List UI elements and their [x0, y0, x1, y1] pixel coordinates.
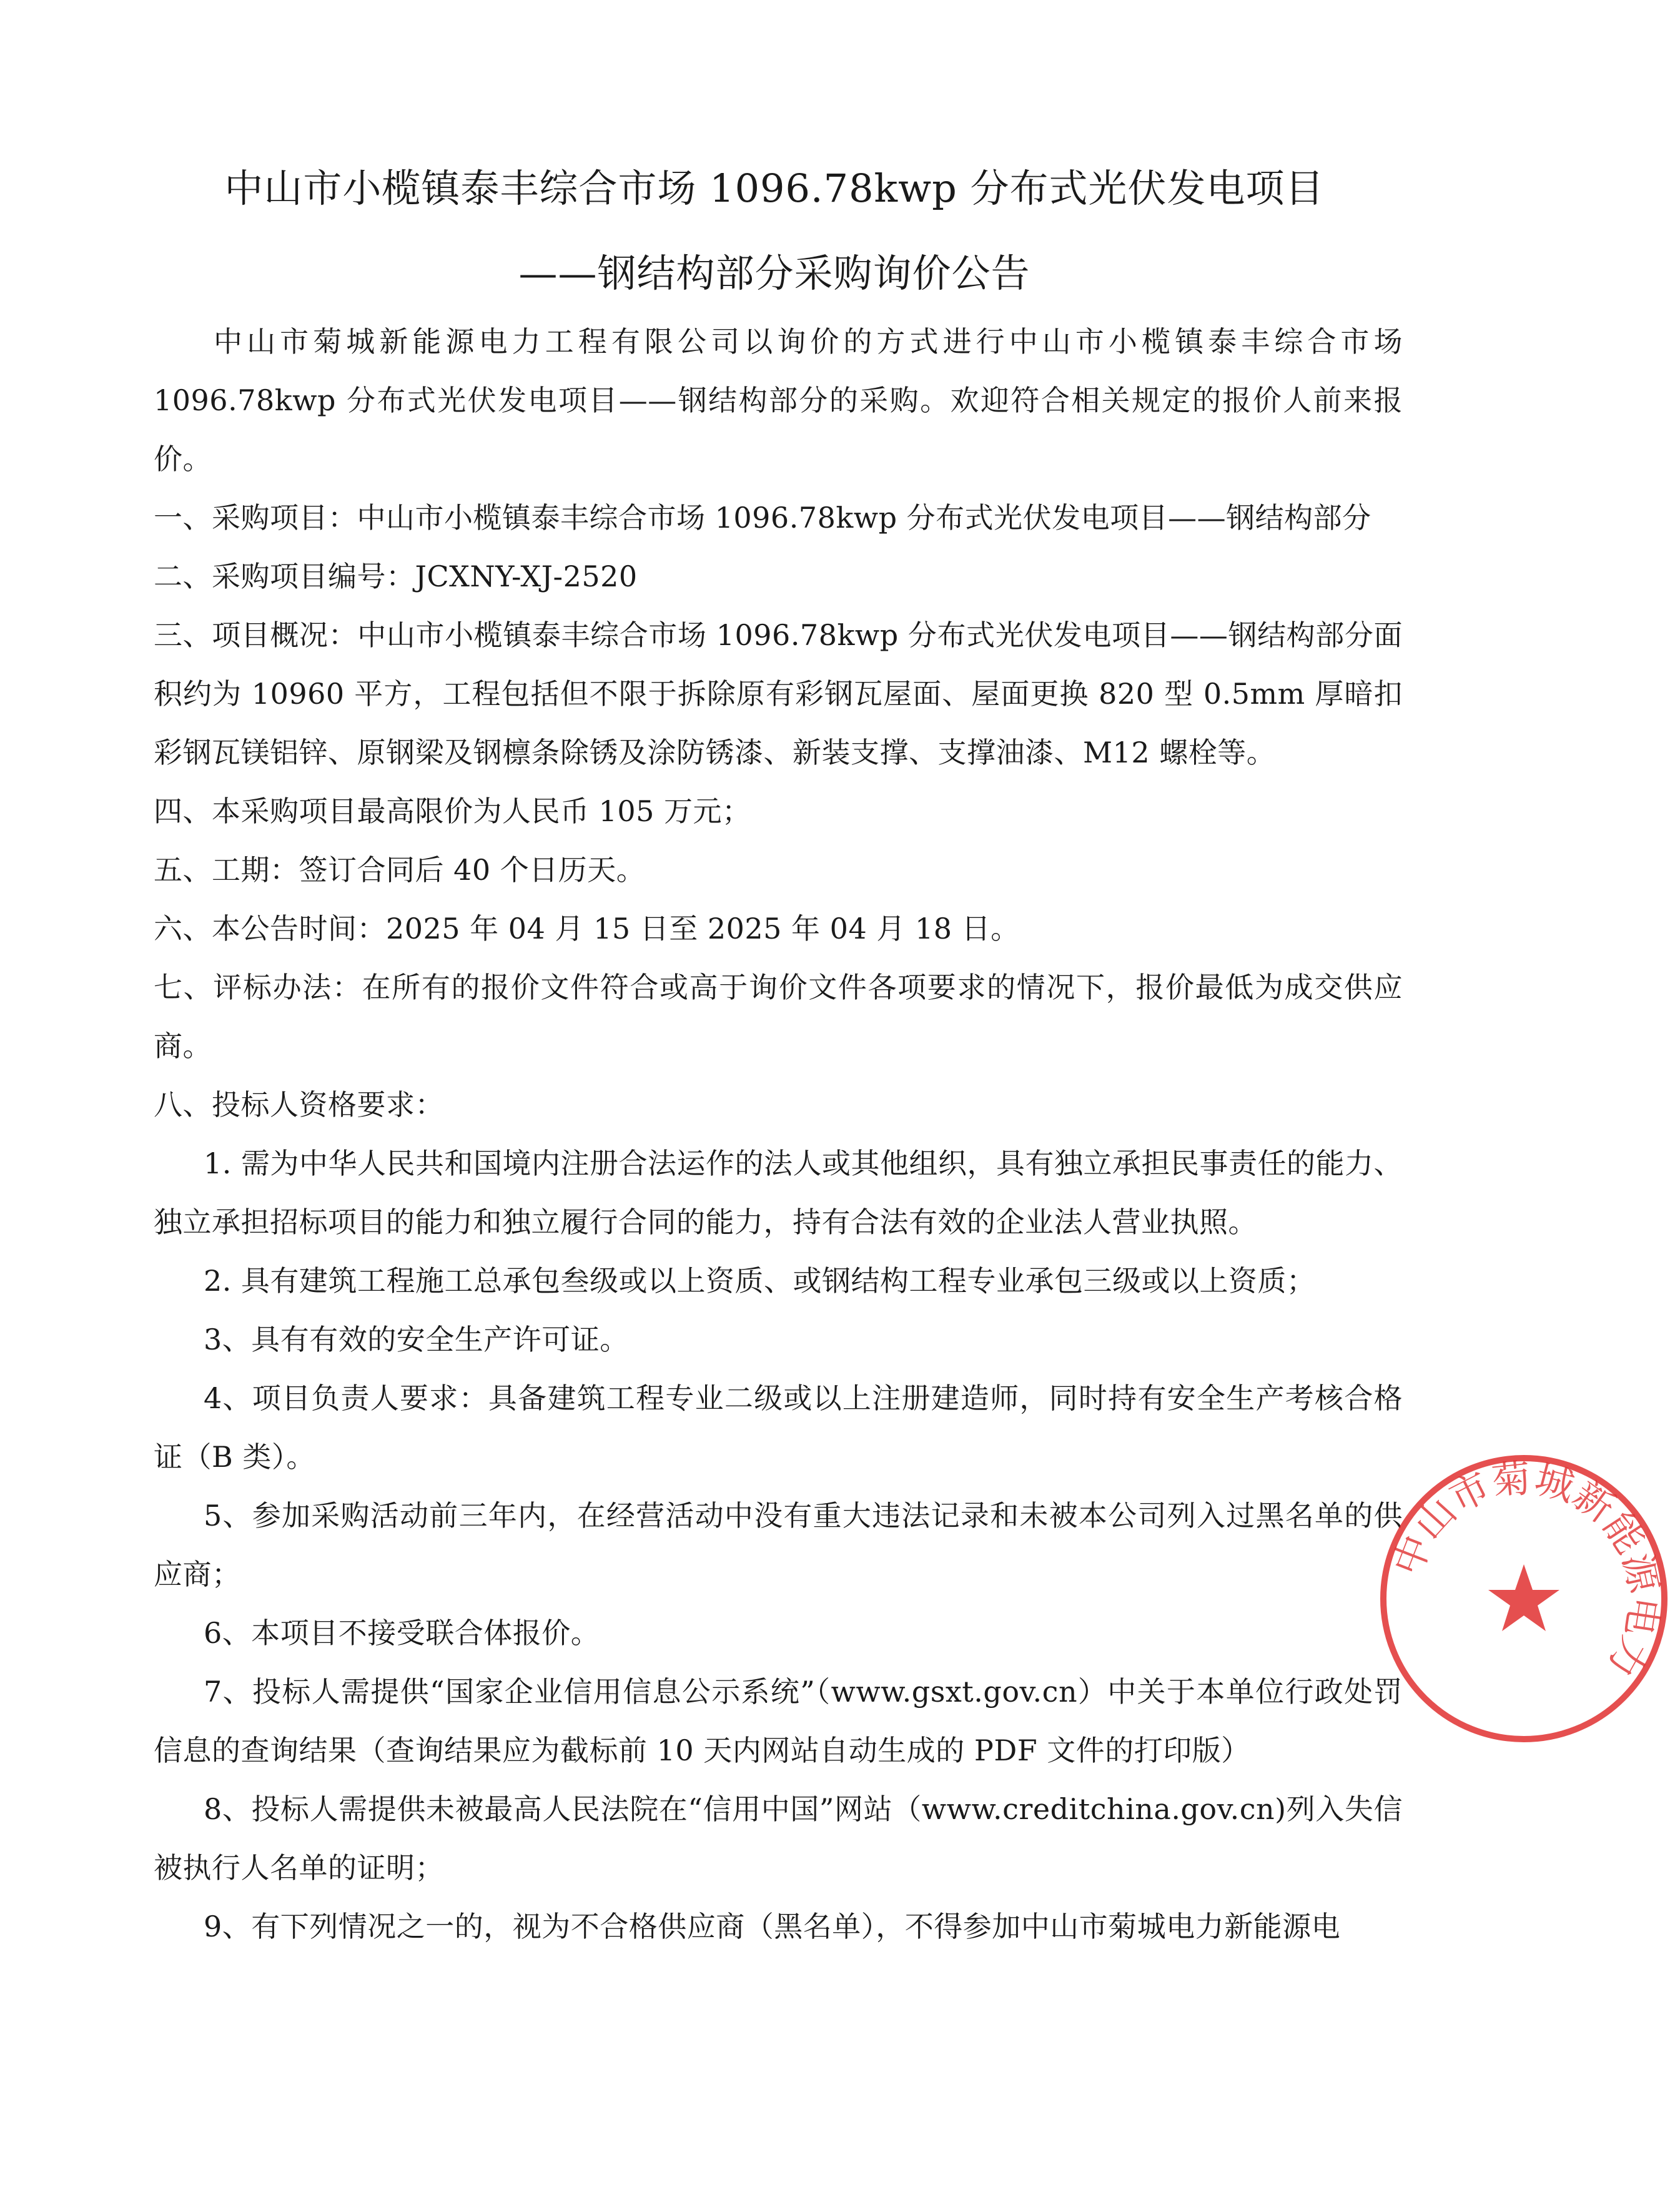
requirement-item: 3、具有有效的安全生产许可证。: [204, 1323, 629, 1356]
requirement-item: 6、本项目不接受联合体报价。: [204, 1616, 600, 1650]
requirement-item: 9、有下列情况之一的，视为不合格供应商（黑名单），不得参加中山市菊城电力新能源电: [204, 1910, 1341, 1943]
section-1-procurement-item: 一、采购项目：中山市小榄镇泰丰综合市场 1096.78kwp 分布式光伏发电项目——钢结构部分: [154, 501, 1371, 535]
section-4-price-cap: 四、本采购项目最高限价为人民币 105 万元；: [154, 794, 751, 828]
seal-arc-textpath: 中山市菊城新能源电力: [1384, 1455, 1668, 1686]
section-5-duration: 五、工期：签订合同后 40 个日历天。: [154, 853, 646, 887]
requirement-item: 5、参加采购活动前三年内，在经营活动中没有重大违法记录和未被本公司列入过黑名单的供应商；: [154, 1499, 1403, 1591]
seal-star-icon: [1488, 1564, 1559, 1631]
requirement-item: 4、项目负责人要求：具备建筑工程专业二级或以上注册建造师，同时持有安全生产考核合格证（B 类）。: [154, 1381, 1403, 1474]
requirement-item: 2. 具有建筑工程施工总承包叁级或以上资质、或钢结构工程专业承包三级或以上资质；: [204, 1264, 1316, 1298]
section-8-qualifications: 八、投标人资格要求：: [154, 1088, 444, 1122]
document-title-line1: 中山市小榄镇泰丰综合市场 1096.78kwp 分布式光伏发电项目: [224, 165, 1325, 211]
seal-outer-ring: [1383, 1458, 1664, 1739]
requirement-item: 1. 需为中华人民共和国境内注册合法运作的法人或其他组织，具有独立承担民事责任的能力、独立承担招标项目的能力和独立履行合同的能力，持有合法有效的企业法人营业执照。: [154, 1147, 1403, 1239]
seal-arc-text: [1384, 1455, 1668, 1685]
document-title-line2: ——钢结构部分采购询价公告: [518, 250, 1030, 296]
section-3-project-overview: 三、项目概况：中山市小榄镇泰丰综合市场 1096.78kwp 分布式光伏发电项目——钢结构部分面积约为 10960 平方，工程包括但不限于拆除原有彩钢瓦屋面、屋面更换 820 型 0.5mm 厚暗扣彩钢瓦镁铝锌、原钢梁及钢檩条除锈及涂防锈漆、新装支撑、支撑油漆、M12 螺栓等。: [154, 618, 1403, 769]
document-body: [154, 312, 1403, 1956]
intro-paragraph: 中山市菊城新能源电力工程有限公司以询价的方式进行中山市小榄镇泰丰综合市场1096.78kwp 分布式光伏发电项目——钢结构部分的采购。欢迎符合相关规定的报价人前来报价。: [154, 325, 1403, 476]
section-7-evaluation-method: 七、评标办法：在所有的报价文件符合或高于询价文件各项要求的情况下，报价最低为成交供应商。: [154, 970, 1403, 1063]
company-seal-stamp: [1368, 1443, 1680, 1755]
section-6-notice-period: 六、本公告时间：2025 年 04 月 15 日至 2025 年 04 月 18 日。: [154, 912, 1020, 945]
requirement-item: 7、投标人需提供“国家企业信用信息公示系统”（www.gsxt.gov.cn）中关于本单位行政处罚信息的查询结果（查询结果应为截标前 10 天内网站自动生成的 PDF 文件的打印版）: [154, 1675, 1403, 1767]
section-2-project-number: 二、采购项目编号：JCXNY-XJ-2520: [154, 560, 638, 593]
requirement-item: 8、投标人需提供未被最高人民法院在“信用中国”网站（www.creditchina.gov.cn)列入失信被执行人名单的证明；: [154, 1792, 1403, 1885]
